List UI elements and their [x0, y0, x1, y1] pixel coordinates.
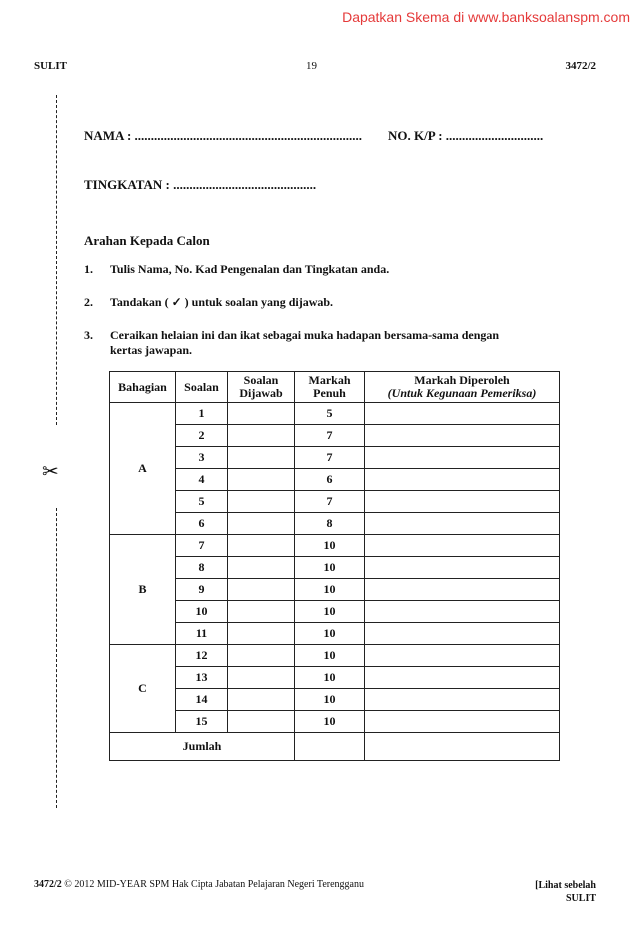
instruction-item: [0, 295, 638, 315]
nama-field: NAMA : ......................................................................: [84, 128, 363, 143]
table-row: [110, 601, 560, 623]
markah-penuh-cell: 10: [295, 667, 365, 689]
dijawab-checkbox-cell[interactable]: [228, 623, 295, 645]
cut-line-top: [56, 95, 57, 425]
cut-line-bottom: [56, 508, 57, 808]
jumlah-label: Jumlah: [110, 733, 295, 761]
markah-penuh-cell: 7: [295, 425, 365, 447]
footer-sulit: SULIT: [565, 893, 596, 904]
instructions-title: Arahan Kepada Calon: [84, 233, 210, 248]
markah-penuh-cell: 10: [295, 711, 365, 733]
instruction-item: [0, 328, 638, 362]
table-total-row: [110, 733, 560, 761]
markah-diperoleh-cell[interactable]: [365, 557, 560, 579]
table-row: [110, 425, 560, 447]
markah-penuh-cell: 5: [295, 403, 365, 425]
header-sulit: SULIT: [34, 60, 68, 72]
lihat-sebelah: [Lihat sebelah: [535, 880, 596, 891]
instruction-number: 1.: [84, 262, 93, 276]
jumlah-diperoleh-cell: [365, 733, 560, 761]
markah-diperoleh-cell[interactable]: [365, 535, 560, 557]
footer-copyright: [34, 879, 364, 890]
header-soalan: Soalan: [176, 372, 228, 403]
markah-penuh-cell: 10: [295, 623, 365, 645]
header-soalan-dijawab: Soalan Dijawab: [228, 372, 295, 403]
header-bahagian: Bahagian: [110, 372, 176, 403]
markah-diperoleh-cell[interactable]: [365, 711, 560, 733]
soalan-cell: 10: [176, 601, 228, 623]
table-row: [110, 623, 560, 645]
soalan-cell: 12: [176, 645, 228, 667]
table-row: [110, 513, 560, 535]
jumlah-penuh-cell: [295, 733, 365, 761]
soalan-cell: 15: [176, 711, 228, 733]
soalan-cell: 5: [176, 491, 228, 513]
markah-penuh-cell: 10: [295, 535, 365, 557]
table-row: [110, 447, 560, 469]
markah-penuh-cell: 6: [295, 469, 365, 491]
markah-penuh-cell: 7: [295, 491, 365, 513]
table-row: [110, 491, 560, 513]
instruction-number: 3.: [84, 328, 93, 342]
soalan-cell: 6: [176, 513, 228, 535]
instruction-item: [0, 262, 638, 282]
tingkatan-field: TINGKATAN : ............................................: [84, 177, 317, 192]
dijawab-checkbox-cell[interactable]: [228, 667, 295, 689]
header-markah-diperoleh: Markah Diperoleh (Untuk Kegunaan Pemeriksa): [365, 372, 560, 403]
markah-diperoleh-cell[interactable]: [365, 513, 560, 535]
footer-code: 3472/2: [34, 879, 62, 890]
soalan-cell: 4: [176, 469, 228, 491]
soalan-cell: 8: [176, 557, 228, 579]
dijawab-checkbox-cell[interactable]: [228, 535, 295, 557]
dijawab-checkbox-cell[interactable]: [228, 403, 295, 425]
markah-diperoleh-cell[interactable]: [365, 491, 560, 513]
dijawab-checkbox-cell[interactable]: [228, 689, 295, 711]
footer-text: © 2012 MID-YEAR SPM Hak Cipta Jabatan Pelajaran Negeri Terengganu: [64, 879, 364, 890]
markah-penuh-cell: 10: [295, 579, 365, 601]
marks-table: [109, 371, 560, 761]
dijawab-checkbox-cell[interactable]: [228, 601, 295, 623]
soalan-cell: 3: [176, 447, 228, 469]
soalan-cell: 2: [176, 425, 228, 447]
section-label: C: [110, 645, 176, 733]
markah-diperoleh-cell[interactable]: [365, 403, 560, 425]
section-label: B: [110, 535, 176, 645]
soalan-cell: 1: [176, 403, 228, 425]
table-row: [110, 403, 560, 425]
table-header-row: [110, 372, 560, 403]
dijawab-checkbox-cell[interactable]: [228, 711, 295, 733]
markah-diperoleh-cell[interactable]: [365, 469, 560, 491]
instruction-text: Ceraikan helaian ini dan ikat sebagai muka hadapan bersama-sama dengan kertas jawapan.: [110, 328, 500, 357]
markah-penuh-cell: 10: [295, 689, 365, 711]
markah-penuh-cell: 10: [295, 601, 365, 623]
table-row: [110, 667, 560, 689]
markah-diperoleh-cell[interactable]: [365, 689, 560, 711]
nokp-field: NO. K/P : ..............................: [388, 128, 544, 143]
table-row: [110, 535, 560, 557]
instruction-text: Tandakan ( ✓ ) untuk soalan yang dijawab.: [110, 295, 334, 309]
table-row: [110, 689, 560, 711]
dijawab-checkbox-cell[interactable]: [228, 645, 295, 667]
markah-diperoleh-cell[interactable]: [365, 601, 560, 623]
table-row: [110, 711, 560, 733]
markah-diperoleh-cell[interactable]: [365, 447, 560, 469]
markah-diperoleh-cell[interactable]: [365, 579, 560, 601]
soalan-cell: 13: [176, 667, 228, 689]
dijawab-checkbox-cell[interactable]: [228, 579, 295, 601]
table-row: [110, 645, 560, 667]
section-label: A: [110, 403, 176, 535]
scissors-icon: ✂: [42, 461, 59, 483]
markah-diperoleh-cell[interactable]: [365, 425, 560, 447]
instruction-number: 2.: [84, 295, 93, 309]
dijawab-checkbox-cell[interactable]: [228, 491, 295, 513]
dijawab-checkbox-cell[interactable]: [228, 447, 295, 469]
table-row: [110, 579, 560, 601]
markah-penuh-cell: 7: [295, 447, 365, 469]
markah-penuh-cell: 10: [295, 645, 365, 667]
markah-penuh-cell: 10: [295, 557, 365, 579]
instruction-text: Tulis Nama, No. Kad Pengenalan dan Tingkatan anda.: [110, 262, 390, 276]
header-markah-penuh: Markah Penuh: [295, 372, 365, 403]
watermark-link[interactable]: Dapatkan Skema di www.banksoalanspm.com: [342, 9, 630, 25]
markah-diperoleh-cell[interactable]: [365, 623, 560, 645]
page-number: 19: [306, 60, 317, 72]
soalan-cell: 9: [176, 579, 228, 601]
dijawab-checkbox-cell[interactable]: [228, 469, 295, 491]
table-row: [110, 469, 560, 491]
markah-diperoleh-cell[interactable]: [365, 645, 560, 667]
soalan-cell: 11: [176, 623, 228, 645]
dijawab-checkbox-cell[interactable]: [228, 425, 295, 447]
header-code: 3472/2: [565, 60, 596, 72]
soalan-cell: 7: [176, 535, 228, 557]
soalan-cell: 14: [176, 689, 228, 711]
dijawab-checkbox-cell[interactable]: [228, 557, 295, 579]
dijawab-checkbox-cell[interactable]: [228, 513, 295, 535]
table-row: [110, 557, 560, 579]
markah-penuh-cell: 8: [295, 513, 365, 535]
footer-right: [535, 879, 596, 905]
markah-diperoleh-cell[interactable]: [365, 667, 560, 689]
